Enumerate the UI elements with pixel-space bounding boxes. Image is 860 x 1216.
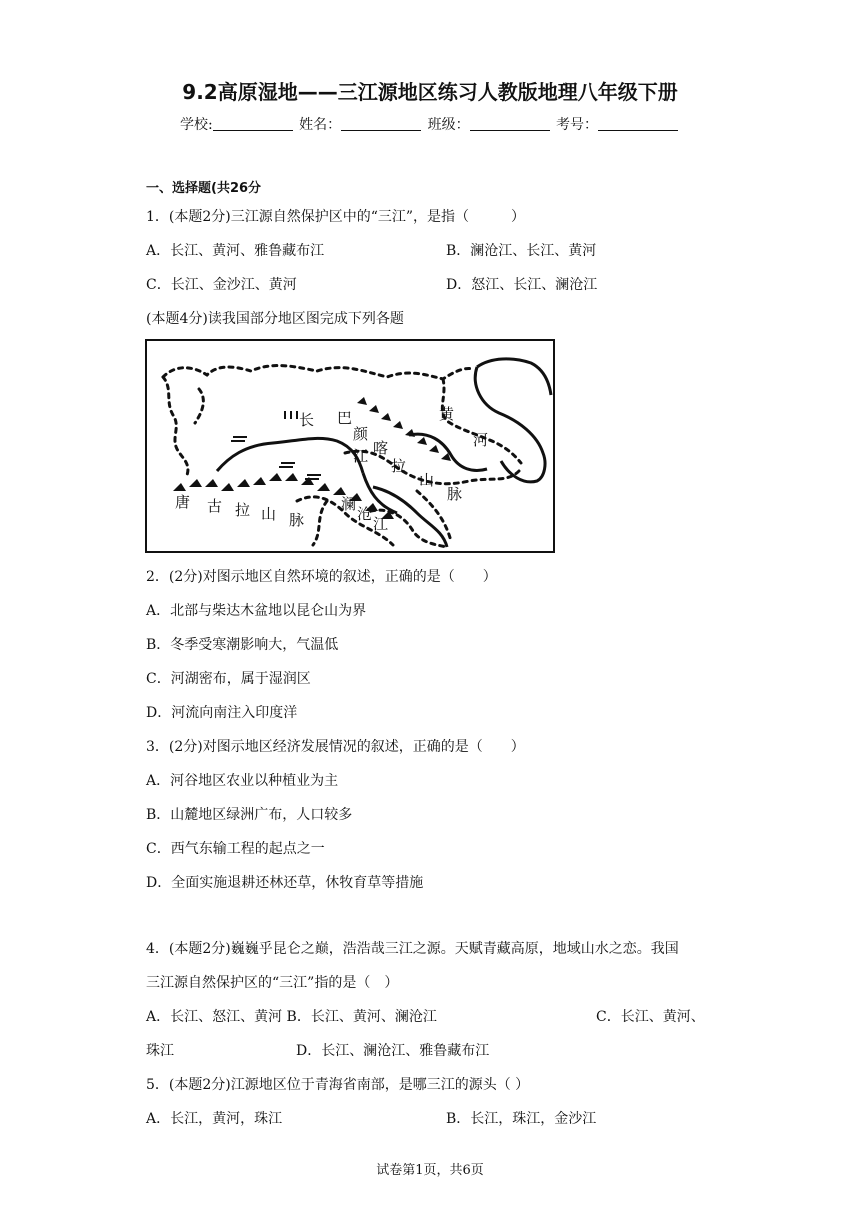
map-label-jiang: 江 <box>353 447 369 465</box>
q4-stem-line2: 三江源自然保护区的“三江”指的是（ ） <box>146 975 399 991</box>
map-label-ba: 巴 <box>337 409 353 427</box>
map-label-lan: 澜 <box>341 495 357 513</box>
q2-option-a: A．北部与柴达木盆地以昆仑山为界 <box>146 603 367 619</box>
map-label-he: 河 <box>473 431 489 449</box>
map-label-la2: 拉 <box>235 501 251 519</box>
q1-stem: 1．(本题2分)三江源自然保护区中的“三江”，是指（ ） <box>146 209 526 225</box>
page-title: 9.2高原湿地——三江源地区练习人教版地理八年级下册 <box>182 80 678 104</box>
map-label-shan2: 山 <box>261 505 277 523</box>
group-intro: (本题4分)读我国部分地区图完成下列各题 <box>146 311 404 327</box>
map-label-gu: 古 <box>207 497 223 515</box>
student-info-line <box>0 114 860 134</box>
q3-option-d: D．全面实施退耕还林还草，休牧育草等措施 <box>146 875 424 891</box>
q3-stem: 3．(2分)对图示地区经济发展情况的叙述，正确的是（ ） <box>146 739 525 755</box>
section-heading: 一、选择题(共26分 <box>146 181 262 196</box>
map-label-cang: 沧 <box>357 505 373 523</box>
q4-option-c-cont: 珠江 <box>146 1043 174 1059</box>
q5-option-b: B．长江，珠江，金沙江 <box>446 1111 597 1127</box>
map-label-tang: 唐 <box>175 493 191 511</box>
map-label-jiang2: 江 <box>373 515 389 533</box>
map-label-chang: 长 <box>299 411 315 429</box>
class-blank <box>470 116 550 131</box>
q2-stem: 2．(2分)对图示地区自然环境的叙述，正确的是（ ） <box>146 569 497 585</box>
class-label: 班级： <box>427 117 470 133</box>
region-map <box>145 339 555 553</box>
map-label-huang: 黄 <box>439 405 455 423</box>
q4-option-d: D．长江、澜沧江、雅鲁藏布江 <box>296 1043 490 1059</box>
name-blank <box>341 116 421 131</box>
q3-option-a: A．河谷地区农业以种植业为主 <box>146 773 339 789</box>
q2-option-b: B．冬季受寒潮影响大，气温低 <box>146 637 339 653</box>
q5-stem: 5．(本题2分)江源地区位于青海省南部，是哪三江的源头（ ） <box>146 1077 530 1093</box>
q4-option-c: C．长江、黄河、 <box>596 1009 705 1025</box>
q2-option-c: C．河湖密布，属于湿润区 <box>146 671 311 687</box>
map-label-mai1: 脉 <box>447 485 463 503</box>
q3-option-b: B．山麓地区绿洲广布，人口较多 <box>146 807 353 823</box>
q1-option-a: A．长江、黄河、雅鲁藏布江 <box>146 243 325 259</box>
q2-option-d: D．河流向南注入印度洋 <box>146 705 298 721</box>
q1-option-c: C．长江、金沙江、黄河 <box>146 277 297 293</box>
map-label-mai2: 脉 <box>289 511 305 529</box>
map-label-ka: 喀 <box>373 439 389 457</box>
name-label: 姓名： <box>299 117 342 133</box>
q4-options-ab: A．长江、怒江、黄河 B．长江、黄河、澜沧江 <box>146 1009 437 1025</box>
q1-option-d: D．怒江、长江、澜沧江 <box>446 277 598 293</box>
map-label-shan1: 山 <box>419 471 435 489</box>
q4-stem-line1: 4．(本题2分)巍巍乎昆仑之巅，浩浩哉三江之源。天赋青藏高原，地域山水之恋。我国 <box>146 941 679 957</box>
map-label-yan: 颜 <box>353 425 369 443</box>
school-blank <box>213 116 293 131</box>
map-label-la1: 拉 <box>391 457 407 475</box>
page-footer: 试卷第1页，共6页 <box>376 1163 484 1178</box>
exam-no-blank <box>598 116 678 131</box>
exam-no-label: 考号： <box>556 117 599 133</box>
q1-option-b: B．澜沧江、长江、黄河 <box>446 243 597 259</box>
q3-option-c: C．西气东输工程的起点之一 <box>146 841 325 857</box>
map-drawing <box>147 341 553 551</box>
school-label: 学校: <box>179 117 213 133</box>
q5-option-a: A．长江，黄河，珠江 <box>146 1111 283 1127</box>
